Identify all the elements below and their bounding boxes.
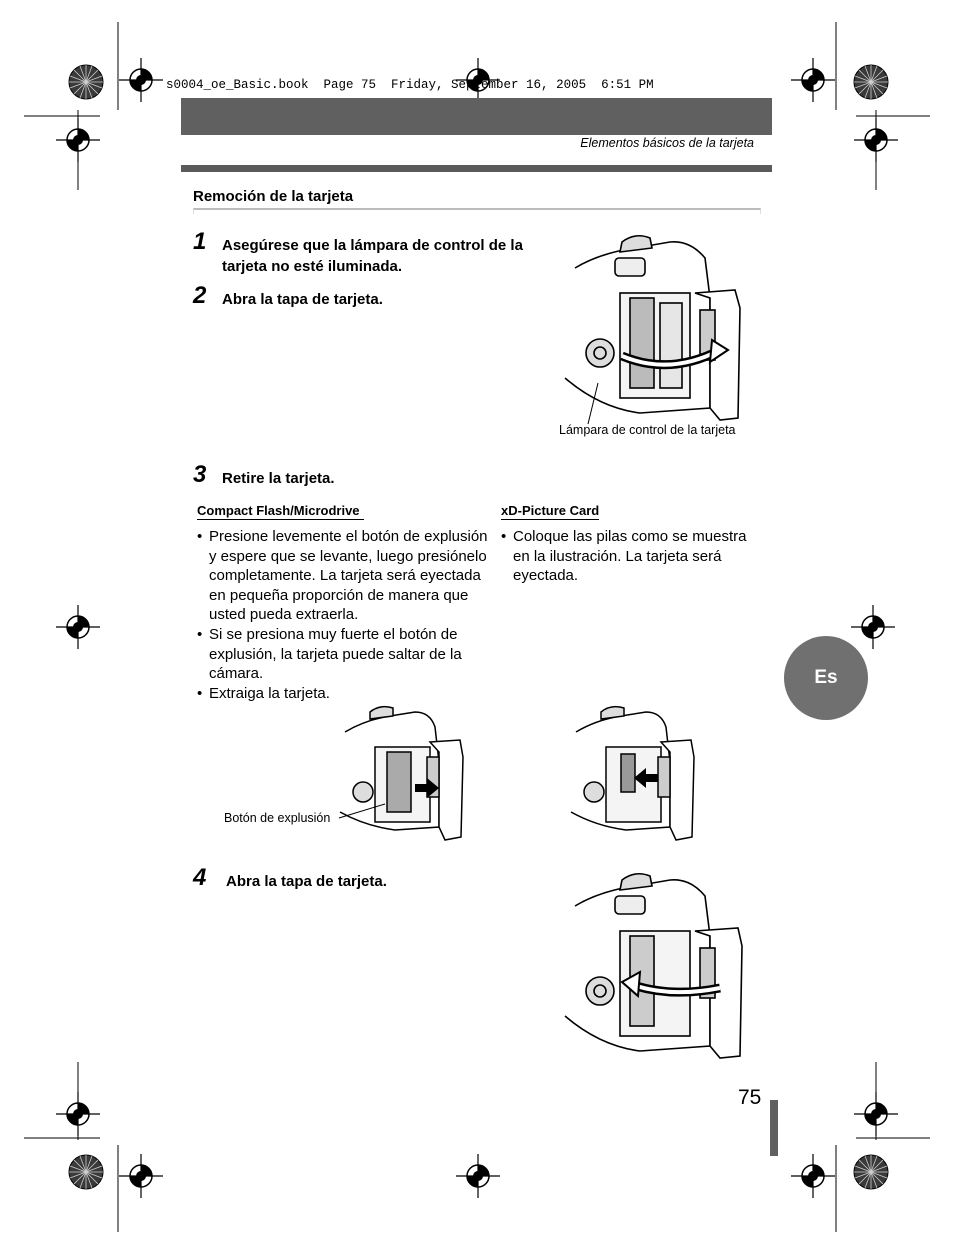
language-badge: Es bbox=[784, 636, 868, 720]
step-1-number: 1 bbox=[193, 228, 207, 255]
cf-bullet: • Si se presiona muy fuerte el botón de explusión, la tarjeta puede saltar de la cámara. bbox=[197, 625, 497, 684]
section-rule bbox=[193, 208, 761, 214]
header-rule bbox=[181, 165, 772, 172]
xd-heading: xD-Picture Card bbox=[501, 503, 600, 518]
step-3-number: 3 bbox=[193, 461, 207, 488]
section-title: Remoción de la tarjeta bbox=[193, 188, 354, 205]
cf-bullet: • Extraiga la tarjeta. bbox=[197, 684, 497, 704]
header-bar bbox=[181, 98, 772, 135]
camera-cf-eject-illustration bbox=[335, 702, 465, 842]
xd-bullets bbox=[501, 527, 756, 586]
lamp-caption: Lámpara de control de la tarjeta bbox=[559, 423, 736, 437]
step-4-number: 4 bbox=[193, 864, 207, 891]
step-4-text: Abra la tapa de tarjeta. bbox=[226, 873, 387, 890]
camera-door-open-illustration bbox=[560, 228, 760, 428]
cf-bullet: • Presione levemente el botón de explusión y espere que se levante, luego presiónelo completamente. La tarjeta será eyectada en pequeña proporción de manera que usted pueda extraerla. bbox=[197, 527, 497, 625]
xd-bullet: • Coloque las pilas como se muestra en la ilustración. La tarjeta será eyectada. bbox=[501, 527, 756, 586]
step-1-text: Asegúrese que la lámpara de control de la tarjeta no esté iluminada. bbox=[222, 237, 523, 275]
page-number: 75 bbox=[738, 1086, 762, 1109]
camera-door-close-illustration bbox=[560, 866, 760, 1066]
cf-bullets bbox=[197, 527, 497, 703]
step-2-text: Abra la tapa de tarjeta. bbox=[222, 291, 383, 308]
step-2-number: 2 bbox=[193, 282, 207, 309]
running-head: Elementos básicos de la tarjeta bbox=[580, 136, 754, 150]
step-3-text: Retire la tarjeta. bbox=[222, 470, 335, 487]
camera-xd-eject-illustration bbox=[566, 702, 696, 842]
cf-heading: Compact Flash/Microdrive bbox=[197, 503, 364, 520]
book-meta: s0004_oe_Basic.book Page 75 Friday, September 16, 2005 6:51 PM bbox=[166, 78, 654, 92]
eject-button-caption: Botón de explusión bbox=[224, 811, 331, 825]
page-edge-bar bbox=[770, 1100, 778, 1156]
